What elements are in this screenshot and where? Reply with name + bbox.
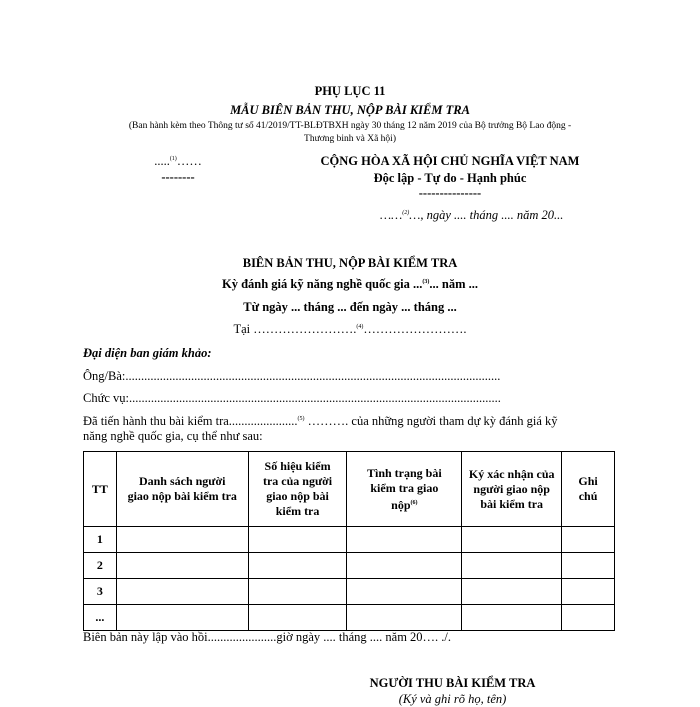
cell[interactable] (562, 579, 615, 605)
board-heading: Đại diện ban giám khảo: (83, 346, 212, 360)
header-signature: Ký xác nhận của người giao nộp bài kiểm tra (462, 452, 562, 527)
organization-name: .....$^{(1)}$…… (154, 154, 202, 168)
issued-by-line-2: Thương binh và Xã hội) (304, 134, 396, 144)
cell[interactable] (562, 553, 615, 579)
row-number: 3 (84, 579, 117, 605)
organization-divider: -------- (161, 170, 195, 184)
cell[interactable] (116, 553, 248, 579)
collect-line-2: năng nghề quốc gia, cụ thể như sau: (83, 429, 263, 443)
period-line: Từ ngày ... tháng ... đến ngày ... tháng ... (243, 300, 457, 314)
table-row (84, 553, 615, 579)
nation-title: CỘNG HÒA XÃ HỘI CHỦ NGHĨA VIỆT NAM (320, 154, 580, 168)
position-line: Chức vụ:....................................................................................................................... (83, 391, 501, 405)
header-condition: Tình trạng bài kiểm tra giao nộp$^{(6)}$ (347, 452, 462, 527)
cell[interactable] (462, 527, 562, 553)
header-notes: Ghi chú (562, 452, 615, 527)
minutes-title: BIÊN BẢN THU, NỘP BÀI KIỂM TRA (242, 256, 458, 270)
cell[interactable] (347, 553, 462, 579)
cell[interactable] (347, 579, 462, 605)
header-tt: TT (84, 452, 117, 527)
cell[interactable] (116, 605, 248, 631)
table-row (84, 527, 615, 553)
cell[interactable] (562, 605, 615, 631)
motto-divider: --------------- (418, 186, 482, 200)
location-line: Tại …………………….$^{(4)}$……………………. (233, 322, 467, 336)
signer-title: NGƯỜI THU BÀI KIỂM TRA (369, 676, 536, 690)
cell[interactable] (347, 605, 462, 631)
collect-line-1: Đã tiến hành thu bài kiểm tra......................$^{(5)}$ ………. của những người tham dự kỳ đánh giá kỹ (83, 414, 558, 428)
cell[interactable] (462, 579, 562, 605)
exam-line: Kỳ đánh giá kỹ năng nghề quốc gia ...$^{(3)}$... năm ... (221, 277, 479, 291)
table-row (84, 605, 615, 631)
cell[interactable] (562, 527, 615, 553)
cell[interactable] (462, 605, 562, 631)
table-row (84, 579, 615, 605)
cell[interactable] (248, 605, 347, 631)
cell[interactable] (248, 553, 347, 579)
issued-by-line-1: (Ban hành kèm theo Thông tư số 41/2019/TT-BLĐTBXH ngày 30 tháng 12 năm 2019 của Bộ trưởng Bộ Lao động - (128, 121, 572, 131)
motto: Độc lập - Tự do - Hạnh phúc (373, 171, 527, 185)
appendix-title: PHỤ LỤC 11 (314, 84, 386, 98)
form-title: MẪU BIÊN BẢN THU, NỘP BÀI KIỂM TRA (230, 103, 470, 117)
row-number: 1 (84, 527, 117, 553)
closing-line: Biên bản này lập vào hồi......................giờ ngày .... tháng .... năm 20…. ./. (83, 630, 452, 644)
cell[interactable] (116, 579, 248, 605)
header-submitter-list: Danh sách người giao nộp bài kiểm tra (116, 452, 248, 527)
submission-table (83, 451, 615, 631)
cell[interactable] (248, 579, 347, 605)
signer-note: (Ký và ghi rõ họ, tên) (398, 692, 507, 706)
row-number: 2 (84, 553, 117, 579)
table-header-row (84, 452, 615, 527)
cell[interactable] (462, 553, 562, 579)
row-number: ... (84, 605, 117, 631)
cell[interactable] (248, 527, 347, 553)
cell[interactable] (116, 527, 248, 553)
cell[interactable] (347, 527, 462, 553)
name-line: Ông/Bà:........................................................................................................................ (83, 369, 501, 383)
place-and-date: ……$^{(2)}$…, ngày .... tháng .... năm 20... (380, 208, 564, 222)
header-exam-number: Số hiệu kiểm tra của người giao nộp bài kiểm tra (248, 452, 347, 527)
